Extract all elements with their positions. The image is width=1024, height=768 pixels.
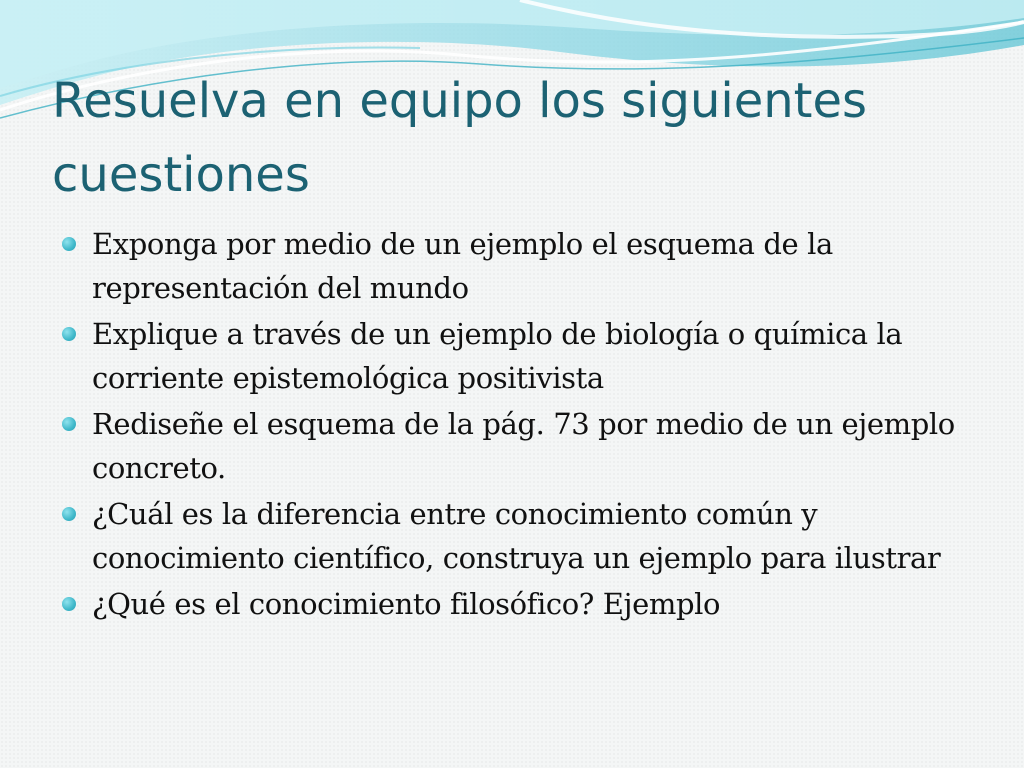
bullet-list bbox=[62, 222, 962, 628]
bullet-item bbox=[62, 582, 962, 626]
bullet-text: ¿Cuál es la diferencia entre conocimiento común y conocimiento científico, construya un ejemplo para ilustrar bbox=[92, 497, 941, 575]
bullet-icon bbox=[62, 597, 76, 611]
bullet-item bbox=[62, 492, 962, 580]
bullet-item bbox=[62, 222, 962, 310]
bullet-icon bbox=[62, 237, 76, 251]
bullet-item bbox=[62, 402, 962, 490]
bullet-text: ¿Qué es el conocimiento filosófico? Ejemplo bbox=[92, 587, 721, 621]
slide-title: Resuelva en equipo los siguientes cuestiones bbox=[52, 73, 868, 203]
bullet-icon bbox=[62, 327, 76, 341]
bullet-icon bbox=[62, 417, 76, 431]
bullet-text: Rediseñe el esquema de la pág. 73 por medio de un ejemplo concreto. bbox=[92, 407, 955, 485]
bullet-item bbox=[62, 312, 962, 400]
bullet-text: Explique a través de un ejemplo de biología o química la corriente epistemológica positivista bbox=[92, 317, 903, 395]
bullet-icon bbox=[62, 507, 76, 521]
bullet-text: Exponga por medio de un ejemplo el esquema de la representación del mundo bbox=[92, 227, 833, 305]
